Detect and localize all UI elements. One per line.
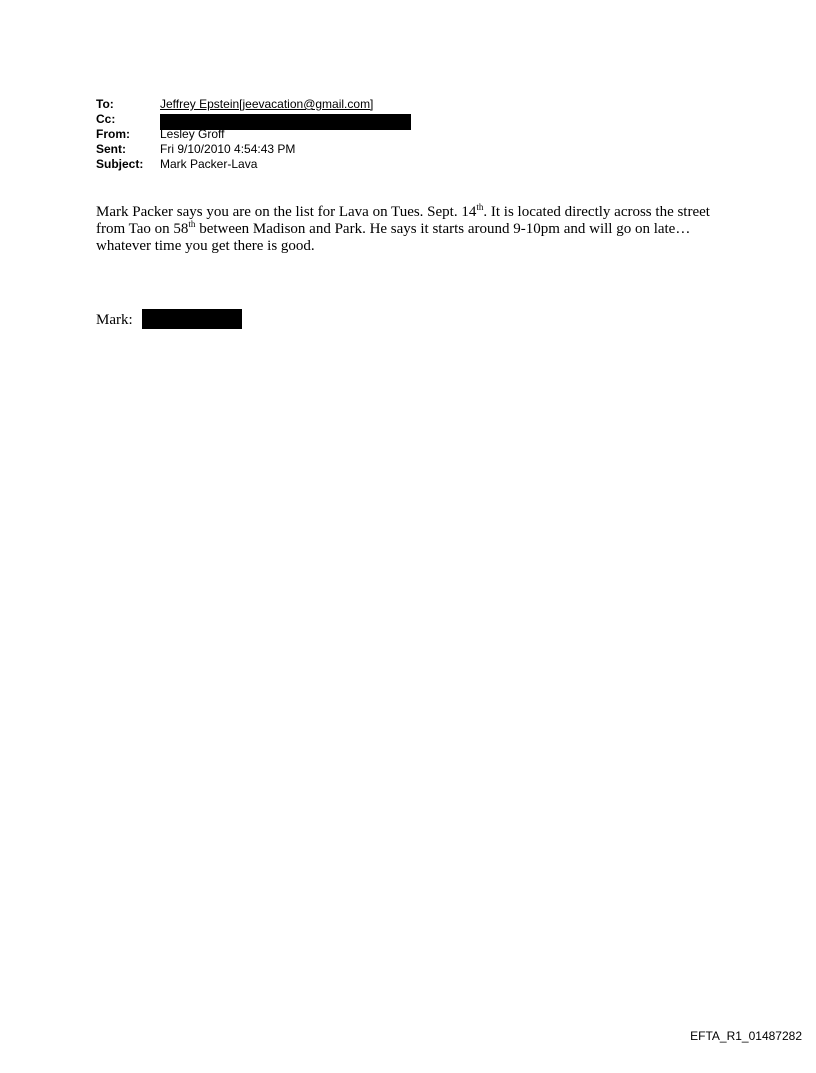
to-value: Jeffrey Epstein[jeevacation@gmail.com] — [160, 97, 374, 111]
ordinal-suffix-2: th — [188, 219, 196, 229]
from-value: Lesley Groff — [160, 127, 225, 141]
signature-line — [96, 311, 242, 329]
from-label: From: — [96, 127, 130, 141]
body-segment-3: between Madison and Park. He says it starts around 9-10pm and will go on late…whatever time you get there is good. — [96, 221, 691, 254]
sent-value: Fri 9/10/2010 4:54:43 PM — [160, 142, 296, 156]
subject-value: Mark Packer-Lava — [160, 157, 258, 171]
to-label: To: — [96, 97, 114, 111]
email-body — [96, 204, 736, 255]
sent-label: Sent: — [96, 142, 126, 156]
cc-row — [96, 112, 373, 127]
ordinal-suffix-1: th — [476, 202, 484, 212]
signature-redaction-box — [142, 309, 242, 329]
from-row — [96, 127, 373, 142]
subject-row — [96, 157, 373, 172]
body-segment-2: . It is located directly across the street from Tao on 58 — [96, 204, 710, 237]
subject-label: Subject: — [96, 157, 144, 171]
to-row — [96, 97, 373, 112]
email-header-block — [96, 97, 373, 172]
sent-row — [96, 142, 373, 157]
cc-label: Cc: — [96, 112, 116, 126]
signature-label: Mark: — [96, 311, 133, 328]
body-segment-1: Mark Packer says you are on the list for Lava on Tues. Sept. 14 — [96, 204, 477, 220]
document-id: EFTA_R1_01487282 — [690, 1029, 802, 1043]
